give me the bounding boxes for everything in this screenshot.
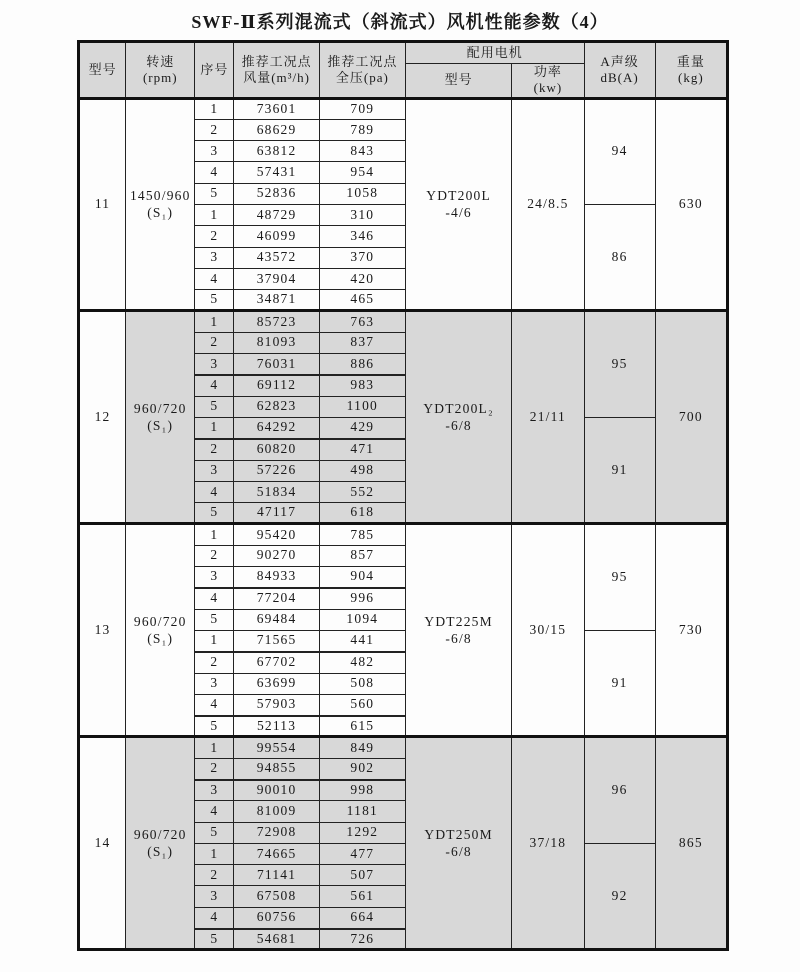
serial-cell: 1 — [195, 311, 234, 332]
table-row — [79, 524, 728, 545]
header-power-line1: 功率 — [533, 64, 562, 79]
pressure-cell: 1181 — [319, 801, 405, 822]
airflow-cell: 77204 — [234, 588, 319, 609]
airflow-cell: 63699 — [234, 673, 319, 694]
pressure-cell: 618 — [319, 503, 405, 524]
serial-cell: 2 — [195, 758, 234, 779]
airflow-cell: 60756 — [234, 907, 319, 928]
pressure-cell: 615 — [319, 716, 405, 737]
serial-cell: 1 — [195, 737, 234, 758]
pressure-cell: 508 — [319, 673, 405, 694]
serial-cell: 5 — [195, 716, 234, 737]
serial-cell: 5 — [195, 290, 234, 311]
header-serial: 序号 — [195, 42, 234, 99]
pressure-cell: 709 — [319, 98, 405, 119]
airflow-cell: 71141 — [234, 865, 319, 886]
airflow-cell: 54681 — [234, 929, 319, 950]
pressure-cell: 477 — [319, 843, 405, 864]
header-pressure-line1: 推荐工况点 — [327, 53, 398, 69]
pressure-cell: 498 — [319, 460, 405, 481]
airflow-cell: 57431 — [234, 162, 319, 183]
airflow-cell: 95420 — [234, 524, 319, 545]
airflow-cell: 57226 — [234, 460, 319, 481]
header-row-1 — [79, 42, 728, 64]
serial-cell: 3 — [195, 567, 234, 588]
pressure-cell: 420 — [319, 268, 405, 289]
serial-cell: 3 — [195, 354, 234, 375]
serial-cell: 1 — [195, 98, 234, 119]
header-weight — [655, 42, 727, 99]
pressure-cell: 664 — [319, 907, 405, 928]
power-cell: 24/8.5 — [512, 98, 584, 311]
noise-top-cell: 96 — [584, 737, 655, 843]
serial-cell: 4 — [195, 801, 234, 822]
airflow-cell: 71565 — [234, 630, 319, 651]
pressure-cell: 560 — [319, 694, 405, 715]
table-header — [79, 42, 728, 99]
pressure-cell: 789 — [319, 119, 405, 140]
airflow-cell: 81009 — [234, 801, 319, 822]
airflow-cell: 52836 — [234, 183, 319, 204]
airflow-cell: 99554 — [234, 737, 319, 758]
pressure-cell: 346 — [319, 226, 405, 247]
noise-top-cell: 95 — [584, 524, 655, 630]
power-cell: 37/18 — [512, 737, 584, 950]
pressure-cell: 441 — [319, 630, 405, 651]
header-weight-line2: (kg) — [678, 69, 704, 85]
serial-cell: 2 — [195, 119, 234, 140]
model-cell: 13 — [79, 524, 126, 737]
airflow-cell: 94855 — [234, 758, 319, 779]
pressure-cell: 763 — [319, 311, 405, 332]
airflow-cell: 67702 — [234, 652, 319, 673]
airflow-cell: 43572 — [234, 247, 319, 268]
pressure-cell: 465 — [319, 290, 405, 311]
serial-cell: 3 — [195, 780, 234, 801]
page-title: SWF-Ⅱ系列混流式（斜流式）风机性能参数（4） — [191, 12, 609, 32]
airflow-cell: 63812 — [234, 141, 319, 162]
header-motor-model: 型号 — [405, 64, 511, 99]
serial-cell: 3 — [195, 673, 234, 694]
serial-cell: 2 — [195, 226, 234, 247]
header-model: 型号 — [79, 42, 126, 99]
pressure-cell: 996 — [319, 588, 405, 609]
serial-cell: 1 — [195, 204, 234, 225]
header-noise-line2: dB(A) — [600, 69, 639, 85]
serial-cell: 5 — [195, 929, 234, 950]
pressure-cell: 837 — [319, 332, 405, 353]
header-airflow — [234, 42, 319, 99]
serial-cell: 2 — [195, 652, 234, 673]
airflow-cell: 67508 — [234, 886, 319, 907]
model-section-14 — [79, 737, 728, 950]
airflow-cell: 64292 — [234, 417, 319, 438]
pressure-cell: 310 — [319, 204, 405, 225]
serial-cell: 5 — [195, 503, 234, 524]
noise-top-cell: 95 — [584, 311, 655, 417]
serial-cell: 4 — [195, 375, 234, 396]
airflow-cell: 69484 — [234, 609, 319, 630]
serial-cell: 1 — [195, 524, 234, 545]
pressure-cell: 902 — [319, 758, 405, 779]
airflow-cell: 90270 — [234, 545, 319, 566]
weight-cell: 700 — [655, 311, 727, 524]
motor-model-cell: YDT200L -4/6 — [405, 98, 511, 311]
serial-cell: 4 — [195, 481, 234, 502]
pressure-cell: 429 — [319, 417, 405, 438]
model-section-12 — [79, 311, 728, 524]
serial-cell: 4 — [195, 694, 234, 715]
airflow-cell: 81093 — [234, 332, 319, 353]
speed-cell: 960/720 (S₁) — [126, 524, 195, 737]
serial-cell: 5 — [195, 396, 234, 417]
serial-cell: 2 — [195, 439, 234, 460]
airflow-cell: 72908 — [234, 822, 319, 843]
serial-cell: 4 — [195, 907, 234, 928]
header-motor-group: 配用电机 — [405, 42, 584, 64]
airflow-cell: 68629 — [234, 119, 319, 140]
pressure-cell: 954 — [319, 162, 405, 183]
pressure-cell: 843 — [319, 141, 405, 162]
header-noise — [584, 42, 655, 99]
header-speed-line2: (rpm) — [142, 69, 178, 85]
airflow-cell: 48729 — [234, 204, 319, 225]
pressure-cell: 1292 — [319, 822, 405, 843]
table-row — [79, 311, 728, 332]
noise-bottom-cell: 86 — [584, 204, 655, 310]
header-power-line2: (kw) — [533, 80, 563, 96]
noise-bottom-cell: 92 — [584, 843, 655, 949]
pressure-cell: 998 — [319, 780, 405, 801]
airflow-cell: 47117 — [234, 503, 319, 524]
airflow-cell: 69112 — [234, 375, 319, 396]
model-section-11 — [79, 98, 728, 311]
serial-cell: 3 — [195, 460, 234, 481]
weight-cell: 630 — [655, 98, 727, 311]
header-pressure-line2: 全压(pa) — [335, 69, 389, 85]
pressure-cell: 482 — [319, 652, 405, 673]
power-cell: 30/15 — [512, 524, 584, 737]
table-row — [79, 737, 728, 758]
airflow-cell: 76031 — [234, 354, 319, 375]
speed-cell: 1450/960 (S₁) — [126, 98, 195, 311]
model-cell: 14 — [79, 737, 126, 950]
serial-cell: 4 — [195, 162, 234, 183]
serial-cell: 5 — [195, 609, 234, 630]
motor-model-cell: YDT200L₂ -6/8 — [405, 311, 511, 524]
header-airflow-line1: 推荐工况点 — [241, 53, 312, 69]
airflow-cell: 62823 — [234, 396, 319, 417]
header-noise-line1: A声级 — [600, 53, 639, 69]
header-speed-line1: 转速 — [146, 53, 175, 69]
airflow-cell: 84933 — [234, 567, 319, 588]
airflow-cell: 52113 — [234, 716, 319, 737]
header-pressure — [319, 42, 405, 99]
pressure-cell: 904 — [319, 567, 405, 588]
weight-cell: 730 — [655, 524, 727, 737]
model-section-13 — [79, 524, 728, 737]
speed-cell: 960/720 (S₁) — [126, 737, 195, 950]
airflow-cell: 85723 — [234, 311, 319, 332]
serial-cell: 1 — [195, 417, 234, 438]
table-row — [79, 98, 728, 119]
airflow-cell: 57903 — [234, 694, 319, 715]
motor-model-cell: YDT250M -6/8 — [405, 737, 511, 950]
serial-cell: 2 — [195, 865, 234, 886]
pressure-cell: 726 — [319, 929, 405, 950]
serial-cell: 5 — [195, 822, 234, 843]
pressure-cell: 1100 — [319, 396, 405, 417]
serial-cell: 3 — [195, 141, 234, 162]
performance-table — [77, 40, 729, 951]
pressure-cell: 552 — [319, 481, 405, 502]
airflow-cell: 46099 — [234, 226, 319, 247]
speed-cell: 960/720 (S₁) — [126, 311, 195, 524]
airflow-cell: 37904 — [234, 268, 319, 289]
header-weight-line1: 重量 — [676, 53, 705, 69]
serial-cell: 5 — [195, 183, 234, 204]
pressure-cell: 1058 — [319, 183, 405, 204]
header-power — [512, 64, 584, 99]
pressure-cell: 849 — [319, 737, 405, 758]
airflow-cell: 34871 — [234, 290, 319, 311]
pressure-cell: 1094 — [319, 609, 405, 630]
noise-top-cell: 94 — [584, 98, 655, 204]
pressure-cell: 507 — [319, 865, 405, 886]
pressure-cell: 983 — [319, 375, 405, 396]
airflow-cell: 51834 — [234, 481, 319, 502]
power-cell: 21/11 — [512, 311, 584, 524]
pressure-cell: 785 — [319, 524, 405, 545]
model-cell: 12 — [79, 311, 126, 524]
serial-cell: 3 — [195, 886, 234, 907]
noise-bottom-cell: 91 — [584, 630, 655, 736]
pressure-cell: 886 — [319, 354, 405, 375]
pressure-cell: 370 — [319, 247, 405, 268]
airflow-cell: 73601 — [234, 98, 319, 119]
serial-cell: 4 — [195, 588, 234, 609]
pressure-cell: 561 — [319, 886, 405, 907]
header-speed — [126, 42, 195, 99]
noise-bottom-cell: 91 — [584, 417, 655, 523]
airflow-cell: 60820 — [234, 439, 319, 460]
serial-cell: 1 — [195, 843, 234, 864]
pressure-cell: 471 — [319, 439, 405, 460]
pressure-cell: 857 — [319, 545, 405, 566]
serial-cell: 2 — [195, 332, 234, 353]
serial-cell: 1 — [195, 630, 234, 651]
serial-cell: 2 — [195, 545, 234, 566]
serial-cell: 4 — [195, 268, 234, 289]
header-airflow-line2: 风量(m³/h) — [243, 69, 310, 85]
airflow-cell: 90010 — [234, 780, 319, 801]
weight-cell: 865 — [655, 737, 727, 950]
airflow-cell: 74665 — [234, 843, 319, 864]
serial-cell: 3 — [195, 247, 234, 268]
model-cell: 11 — [79, 98, 126, 311]
motor-model-cell: YDT225M -6/8 — [405, 524, 511, 737]
